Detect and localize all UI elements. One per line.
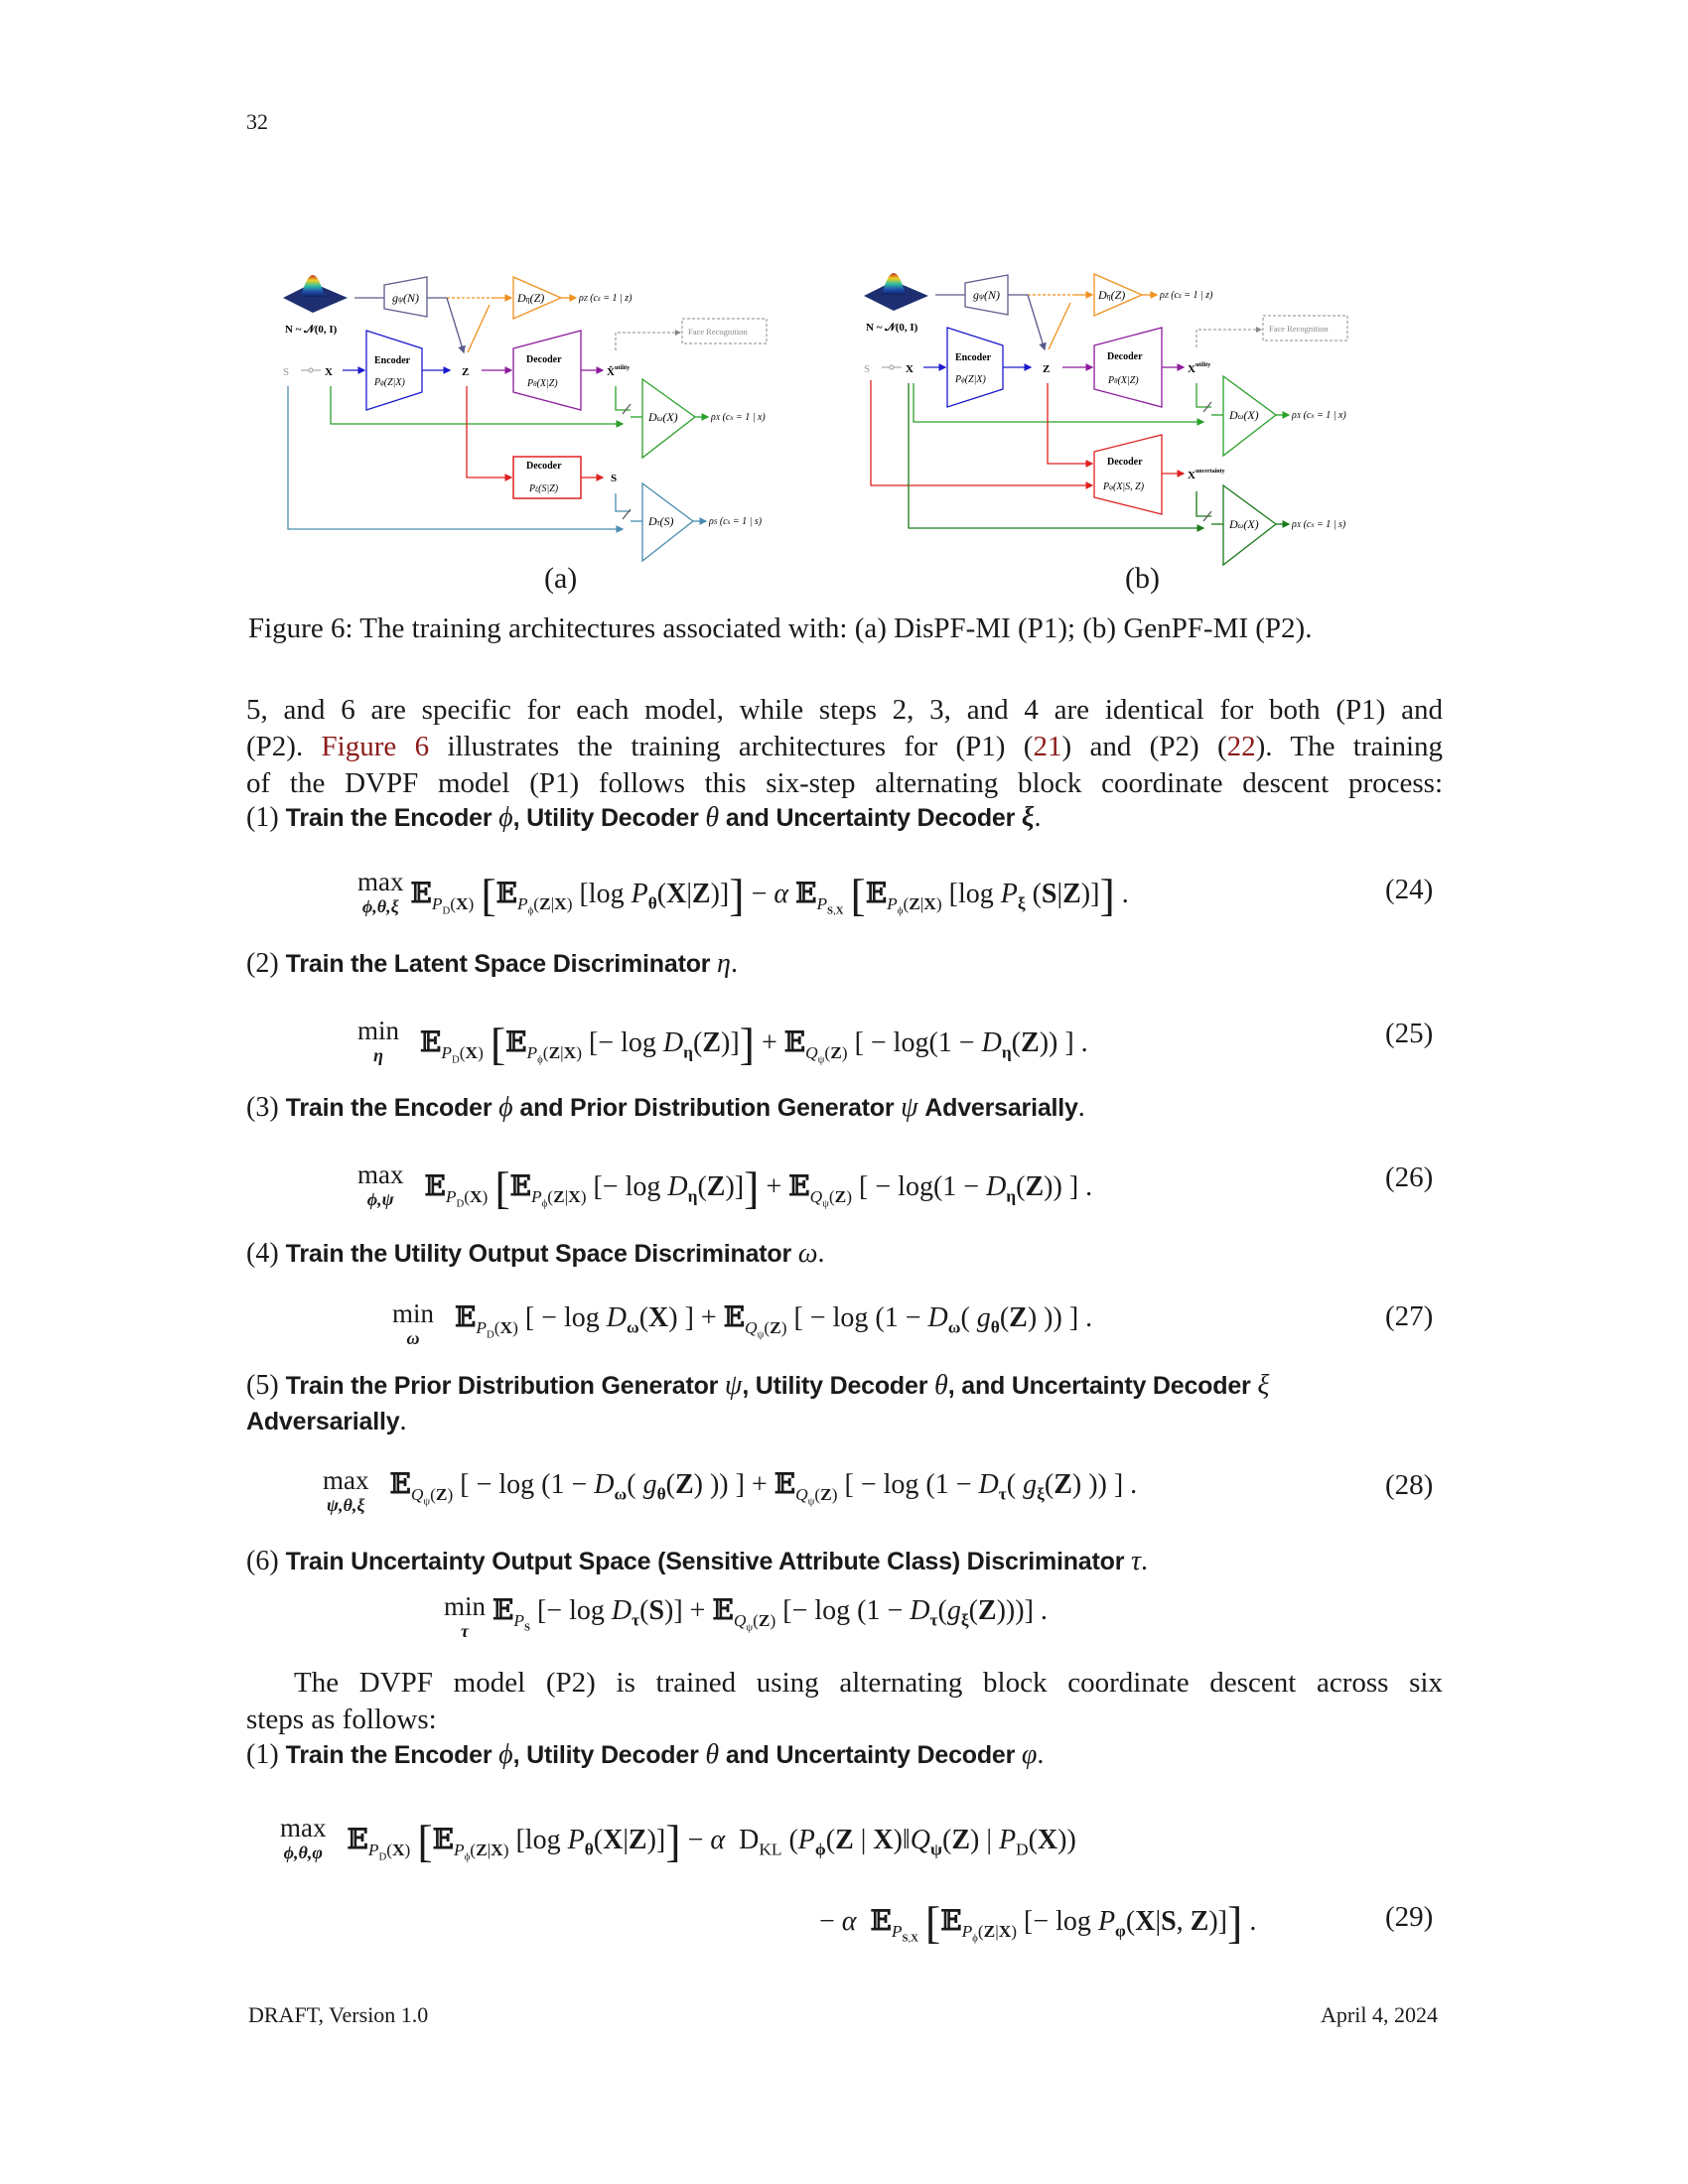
- figure-caption: [248, 613, 1440, 645]
- noise-label: N ~ 𝒩(0, I): [285, 324, 338, 336]
- svg-text:Decoder: Decoder: [526, 354, 562, 365]
- paragraph-intro: [246, 692, 1443, 802]
- svg-text:Z: Z: [1043, 363, 1051, 375]
- svg-text:Decoder: Decoder: [1107, 457, 1143, 468]
- footer-draft-version: DRAFT, Version 1.0: [248, 2002, 429, 2027]
- svg-text:Encoder: Encoder: [955, 352, 992, 363]
- paragraph-line: (P2). Figure 6 illustrates the training architectures for (P1) (21) and (P2) (22). The training: [246, 731, 1443, 762]
- svg-text:ρS (cs = 1 | s): ρS (cs = 1 | s): [709, 516, 763, 527]
- equation-step-6: min τ 𝔼$_{P_S}$ [− $\log D_\tau(S)$] + 𝔼$_{Q_\psi(Z)}$ [− $\log (1 - D_\tau(g_\xi(Z)))$] .: [444, 1591, 1048, 1641]
- svg-text:Pθ(X|Z): Pθ(X|Z): [1108, 375, 1139, 386]
- equation-number-29: (29): [1385, 1901, 1434, 1933]
- svg-text:Pφ(X|S, Z): Pφ(X|S, Z): [1103, 481, 1145, 492]
- paragraph-line: of the DVPF model (P1) follows this six-step alternating block coordinate descent process:: [246, 767, 1443, 799]
- equation-number-28: (28): [1385, 1469, 1434, 1501]
- equation-22-link[interactable]: 22: [1226, 731, 1256, 762]
- subfigure-label-a: (a): [544, 562, 578, 595]
- gaussian-noise-icon: [283, 275, 348, 313]
- svg-text:X̂utility: X̂$^{utility}$: [607, 365, 631, 378]
- paragraph-p2: [246, 1665, 1443, 1738]
- figure-caption-text: Figure 6: The training architectures associated with: (a) DisPF-MI (P1); (b) GenPF-MI (P2).: [248, 613, 1313, 644]
- svg-text:Dη(Z): Dη(Z): [517, 291, 545, 305]
- svg-text:ρZ (cz = 1 | z): ρZ (cz = 1 | z): [579, 293, 633, 304]
- svg-text:Dω(X): Dω(X): [1229, 408, 1259, 422]
- gaussian-noise-icon: [864, 273, 928, 311]
- svg-text:gψ(N): gψ(N): [392, 291, 419, 305]
- step-1-heading: (1) Train the Encoder ϕ, Utility Decoder θ and Uncertainty Decoder ξ.: [246, 802, 1042, 833]
- equation-24: max ϕ,θ,ξ 𝔼$_{P_D(X)}$ [𝔼$_{P_\phi(Z|X)}$ [log $P_\theta(X|Z)]] - \alpha$ 𝔼$_{P_{S,X}}$ [𝔼$_{P_\phi(Z|X)}$ [log $P_\xi$ (S|Z)]] .: [357, 867, 1129, 920]
- svg-text:Xuncertainty: $X^{uncertainty}$: [1188, 469, 1225, 481]
- svg-text:S: S: [283, 366, 290, 378]
- equation-25: min η 𝔼$_{P_D(X)}$ [𝔼$_{P_\phi(Z|X)}$ [− $\log D_\eta(Z)$]] + 𝔼$_{Q_\psi(Z)}$ [ − $\log(1 - D_\eta(Z))$ ] .: [357, 1016, 1088, 1069]
- svg-text:Face Recognition: Face Recognition: [1269, 324, 1329, 334]
- svg-text:S: S: [864, 363, 871, 375]
- svg-text:X: X: [325, 366, 333, 378]
- step-5-heading: (5) Train the Prior Distribution Generator ψ, Utility Decoder θ, and Uncertainty Decoder ξ Adversarially.: [246, 1370, 1270, 1436]
- equation-21-link[interactable]: 21: [1033, 731, 1062, 762]
- equation-26: max ϕ,ψ 𝔼$_{P_D(X)}$ [𝔼$_{P_\phi(Z|X)}$ [− $\log D_\eta(Z)$]] + 𝔼$_{Q_\psi(Z)}$ [ − $\log(1 - D_\eta(Z))$ ] .: [357, 1160, 1093, 1213]
- svg-text:Decoder: Decoder: [526, 461, 562, 472]
- paragraph-line: The DVPF model (P2) is trained using alternating block coordinate descent across six: [294, 1667, 1443, 1699]
- svg-text:ρZ (cz = 1 | z): ρZ (cz = 1 | z): [1160, 290, 1213, 301]
- equation-29-line-1: max ϕ,θ,φ 𝔼$_{P_D(X)}$ [𝔼$_{P_\phi(Z|X)}$ [log $P_\theta(X|Z)]] - \alpha$ $D_{KL}$ ($P_\phi(Z$ | $X)‖Q_\psi(Z)$ | $P_D(X)$): [280, 1813, 1076, 1866]
- svg-text:N ~ 𝒩(0, I): N ~ 𝒩(0, I): [866, 322, 918, 334]
- figure-panel-a: [273, 253, 854, 571]
- svg-text:Encoder: Encoder: [374, 355, 411, 366]
- svg-text:Dω(X): Dω(X): [648, 410, 678, 424]
- equation-29-line-2: − α 𝔼$_{P_{S,X}}$ [𝔼$_{P_\phi(Z|X)}$ [− $\log P_\varphi(X|S$, Z)]] .: [819, 1897, 1257, 1948]
- svg-text:Dη(Z): Dη(Z): [1098, 288, 1126, 302]
- svg-text:Pϕ(Z|X): Pϕ(Z|X): [374, 377, 405, 388]
- svg-text:X: X: [906, 363, 914, 375]
- equation-27: min ω 𝔼$_{P_D(X)}$ [ − $\log D_\omega(X)$ ] + 𝔼$_{Q_\psi(Z)}$ [ − $\log (1 - D_\omega$( $g_\theta(Z)$ )) ] .: [392, 1298, 1093, 1348]
- step-4-heading: (4) Train the Utility Output Space Discriminator ω.: [246, 1238, 825, 1269]
- figure-6-link[interactable]: Figure 6: [321, 731, 430, 762]
- svg-text:Decoder: Decoder: [1107, 351, 1143, 362]
- svg-text:gψ(N): gψ(N): [973, 288, 1000, 302]
- svg-text:ρX (cx = 1 | x): ρX (cx = 1 | x): [1292, 410, 1346, 421]
- footer-date: April 4, 2024: [1321, 2002, 1438, 2027]
- equation-number-26: (26): [1385, 1161, 1434, 1193]
- paragraph-line: steps as follows:: [246, 1704, 437, 1735]
- equation-28: max ψ,θ,ξ 𝔼$_{Q_\psi(Z)}$ [ − $\log (1 - D_\omega$( $g_\theta(Z)$ )) ] + 𝔼$_{Q_\psi(Z)}$ [ − $\log (1 - D_\tau$( $g_\xi(Z)$ )) ] .: [323, 1465, 1138, 1515]
- svg-text:Dτ(S): Dτ(S): [648, 514, 674, 528]
- paragraph-line: 5, and 6 are specific for each model, while steps 2, 3, and 4 are identical for both (P1) and: [246, 694, 1443, 726]
- svg-text:Pϕ(Z|X): Pϕ(Z|X): [955, 374, 986, 385]
- page-number: 32: [246, 109, 268, 134]
- svg-text:Z: Z: [462, 366, 470, 378]
- equation-number-27: (27): [1385, 1300, 1434, 1332]
- equation-number-24: (24): [1385, 874, 1434, 905]
- equation-number-25: (25): [1385, 1018, 1434, 1049]
- svg-text:Pξ(S|Z): Pξ(S|Z): [529, 483, 559, 494]
- step-2-heading: (2) Train the Latent Space Discriminator η.: [246, 948, 738, 979]
- svg-text:Pθ(X|Z): Pθ(X|Z): [527, 378, 558, 389]
- step-3-heading: (3) Train the Encoder ϕ and Prior Distribution Generator ψ Adversarially.: [246, 1092, 1085, 1123]
- svg-text:ρX (cx = 1 | s): ρX (cx = 1 | s): [1292, 519, 1346, 530]
- subfigure-label-b: (b): [1125, 562, 1160, 595]
- svg-text:Xutility: $X^{utility}$: [1188, 362, 1211, 375]
- step-1-p2-heading: (1) Train the Encoder ϕ, Utility Decoder θ and Uncertainty Decoder φ.: [246, 1739, 1045, 1770]
- svg-text:ρX (cx = 1 | x): ρX (cx = 1 | x): [711, 412, 766, 423]
- svg-text:Dω(X): Dω(X): [1229, 517, 1259, 531]
- svg-text:S: S: [611, 473, 618, 484]
- step-6-heading: (6) Train Uncertainty Output Space (Sensitive Attribute Class) Discriminator τ.: [246, 1546, 1149, 1576]
- svg-text:Face Recognition: Face Recognition: [688, 327, 748, 337]
- figure-panel-b: [856, 253, 1437, 571]
